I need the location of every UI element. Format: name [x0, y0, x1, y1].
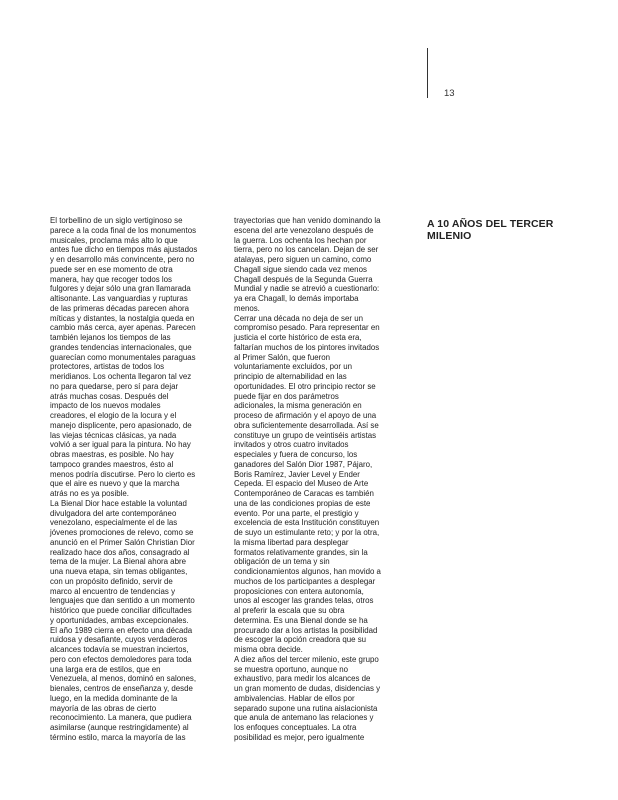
text-line: mayoría de las obras de cierto [50, 703, 157, 713]
text-line: un gran momento de dudas, disidencias y [234, 684, 381, 693]
text-line: proposiciones con entera autonomía, [234, 586, 364, 596]
text-line: Chagall después de la Segunda Guerra [234, 274, 373, 284]
text-line: una larga era de estilos, que en [50, 664, 161, 674]
text-line: pero con efectos demoledores para toda [50, 654, 192, 664]
body-column-left [50, 216, 216, 743]
text-line: con un propósito definido, servir de [50, 576, 173, 586]
text-line: posibilidad es mejor, pero igualmente [234, 732, 365, 742]
text-line: obligación de un tema y sin [234, 557, 330, 567]
text-line: las viejas técnicas clásicas, ya nada [50, 430, 177, 440]
text-line: volvió a ser igual para la pintura. No hay [50, 440, 191, 450]
text-line: atrás muchas cosas. Después del [50, 391, 169, 401]
text-line: Boris Ramírez, Javier Level y Ender [234, 469, 360, 479]
text-line: alcances todavía se muestran inciertos, [50, 645, 189, 654]
text-line: la misma libertad para desplegar [234, 537, 349, 547]
text-line: principio de alternabilidad en las [234, 372, 347, 381]
text-line: El año 1989 cierra en efecto una década [50, 625, 193, 635]
section-title-line: A 10 AÑOS DEL TERCER [427, 218, 554, 230]
text-line: Cerrar una década no deja de ser un [234, 313, 363, 323]
page-number: 13 [444, 88, 455, 99]
text-line: menos podría discutirse. Pero lo cierto es [50, 469, 196, 479]
text-line: tema de la mujer. La Bienal ahora abre [50, 557, 186, 567]
text-line: una nueva etapa, sin temas obligantes, [50, 567, 188, 576]
text-line: voluntariamente excluidos, por un [234, 362, 352, 372]
text-line: excelencia de esta Institución constituyen [234, 518, 380, 528]
text-line: A diez años del tercer milenio, este grupo [234, 654, 379, 664]
text-line: trayectorias que han venido dominando la [234, 216, 381, 225]
text-line: reconocimiento. La manera, que pudiera [50, 713, 192, 723]
text-line: realizado hace dos años, consagrado al [50, 547, 190, 557]
text-line: procurado dar a los artistas la posibilidad [234, 625, 378, 635]
text-line: adicionales, la misma generación en [234, 401, 362, 411]
text-line: lenguajes que dan sentido a un momento [50, 596, 195, 606]
text-line: ambivalencias. Hablar de ellos por [234, 693, 355, 703]
header-rule [427, 48, 428, 98]
text-line: que anula de antemano las relaciones y [234, 713, 374, 723]
text-line: formatos relativamente grandes, sin la [234, 547, 368, 557]
text-line: ruidosa y desafiante, cuyos verdaderos [50, 635, 188, 645]
text-line: míticas y distantes, la nostalgia queda en [50, 313, 195, 323]
text-line: musicales, proclama más alto lo que [50, 235, 178, 245]
text-line: puede ser en ese momento de otra [50, 264, 173, 274]
text-line: separado supone una rutina aislacionista [234, 703, 378, 713]
text-line: anunció en el Primer Salón Christian Dior [50, 537, 195, 547]
text-line: oportunidades. El otro principio rector se [234, 381, 376, 391]
text-line: Cepeda. El espacio del Museo de Arte [234, 479, 369, 489]
text-line: menos. [234, 303, 260, 313]
text-line: meridianos. Los ochenta llegaron tal vez [50, 372, 192, 381]
text-line: marco al encuentro de tendencias y [50, 586, 176, 596]
body-column-middle [234, 216, 404, 743]
text-line: se muestra oportuno, aunque no [234, 664, 349, 674]
text-line: de suyo un estimulante reto; y por la otra, [234, 528, 380, 537]
text-line: luego, en la medida dominante de la [50, 693, 178, 703]
text-line: escena del arte venezolano después de [234, 225, 374, 235]
text-line: misma obra decide. [234, 645, 303, 654]
text-line: bienales, centros de enseñanza y, desde [50, 684, 193, 693]
text-line: Contemporáneo de Caracas es también [234, 489, 374, 498]
text-line: Chagall sigue siendo cada vez menos [234, 264, 367, 274]
text-line: al Primer Salón, que fueron [234, 352, 331, 362]
text-line: ya era Chagall, lo demás importaba [234, 294, 359, 303]
text-line: unos al escoger las grandes telas, otros [234, 596, 374, 606]
text-line: invitados y otros cuatro invitados [234, 440, 349, 450]
text-line: especiales y fuera de concurso, los [234, 450, 358, 459]
text-line: La Bienal Dior hace estable la voluntad [50, 498, 187, 508]
text-line: ganadores del Salón Dior 1987, Pájaro, [234, 459, 373, 469]
text-line: no para quedarse, pero sí para dejar [50, 381, 179, 391]
text-line: determina. Es una Bienal donde se ha [234, 615, 368, 625]
text-line: antes fue dicho en tiempos más ajustados [50, 245, 198, 255]
text-line: guarecían como monumentales paraguas [50, 352, 196, 362]
text-line: también lejanos los tiempos de las [50, 333, 171, 342]
text-line: manera, hay que recoger todos los [50, 274, 172, 284]
text-line: divulgadora del arte contemporáneo [50, 508, 177, 518]
text-line: manejo displicente, pero apasionado, de [50, 420, 192, 430]
text-line: faltarían muchos de los pintores invitados [234, 342, 380, 352]
text-line: tampoco grandes maestros, ésto al [50, 459, 174, 469]
section-title-line: MILENIO [427, 230, 472, 242]
text-line: que el aire es nuevo y que la marcha [50, 479, 180, 489]
text-line: obras maestras, es posible. No hay [50, 450, 174, 459]
section-title [427, 218, 587, 242]
text-line: Mundial y nadie se atrevió a cuestionarlo: [234, 284, 380, 294]
text-line: de las primeras décadas parecen ahora [50, 303, 190, 313]
text-line: justicia el corte histórico de esta era, [234, 333, 362, 342]
text-line: fulgores y dejar sólo una gran llamarada [50, 284, 191, 294]
text-line: constituye un grupo de veintiséis artistas [234, 430, 377, 440]
text-line: y oportunidades, ambas excepcionales. [50, 615, 189, 625]
text-line: compromiso pesado. Para representar en [234, 323, 380, 333]
text-line: histórico que puede conciliar dificultades [50, 606, 192, 615]
text-line: exhaustivo, para medir los alcances de [234, 674, 371, 684]
text-line: término estilo, marca la mayoría de las [50, 732, 186, 742]
text-line: evento. Por una parte, el prestigio y [234, 508, 359, 518]
text-line: los enfoques conceptuales. La otra [234, 723, 357, 732]
text-line: la guerra. Los ochenta los hechan por [234, 235, 367, 245]
text-line: grandes tendencias internacionales, que [50, 342, 192, 352]
text-line: de escoger la opción creadora que su [234, 635, 367, 645]
text-line: proceso de afirmación y el apoyo de una [234, 411, 377, 420]
text-line: impacto de los nuevos modales [50, 401, 161, 411]
text-line: creadores, el elogio de la locura y el [50, 411, 177, 420]
text-line: altisonante. Las vanguardias y rupturas [50, 294, 188, 303]
text-line: Venezuela, al menos, dominó en salones, [50, 674, 197, 684]
text-line: El torbellino de un siglo vertiginoso se [50, 216, 183, 225]
text-line: asimilarse (aunque restringidamente) al [50, 723, 189, 732]
text-line: parece a la coda final de los monumentos [50, 225, 197, 235]
text-line: tierra, pero no los cancelan. Dejan de ser [234, 245, 379, 255]
text-line: atalayas, pero siguen un camino, como [234, 255, 372, 264]
text-line: cambio más cerca, ayer apenas. Parecen [50, 323, 196, 333]
text-line: una de las condiciones propias de este [234, 498, 371, 508]
text-line: atrás no es ya posible. [50, 489, 129, 498]
text-line: protectores, artistas de todos los [50, 362, 165, 372]
text-line: jóvenes promociones de relevo, como se [50, 528, 194, 537]
text-line: y en desarrollo más convincente, pero no [50, 255, 195, 264]
text-line: obra suficientemente desarrollada. Así se [234, 420, 379, 430]
text-line: venezolano, especialmente el de las [50, 518, 178, 528]
text-line: muchos de los participantes a desplegar [234, 576, 376, 586]
text-line: condicionamientos algunos, han movido a [234, 567, 381, 576]
text-line: puede fijar en dos parámetros [234, 391, 339, 401]
text-line: al preferir la escala que su obra [234, 606, 345, 615]
